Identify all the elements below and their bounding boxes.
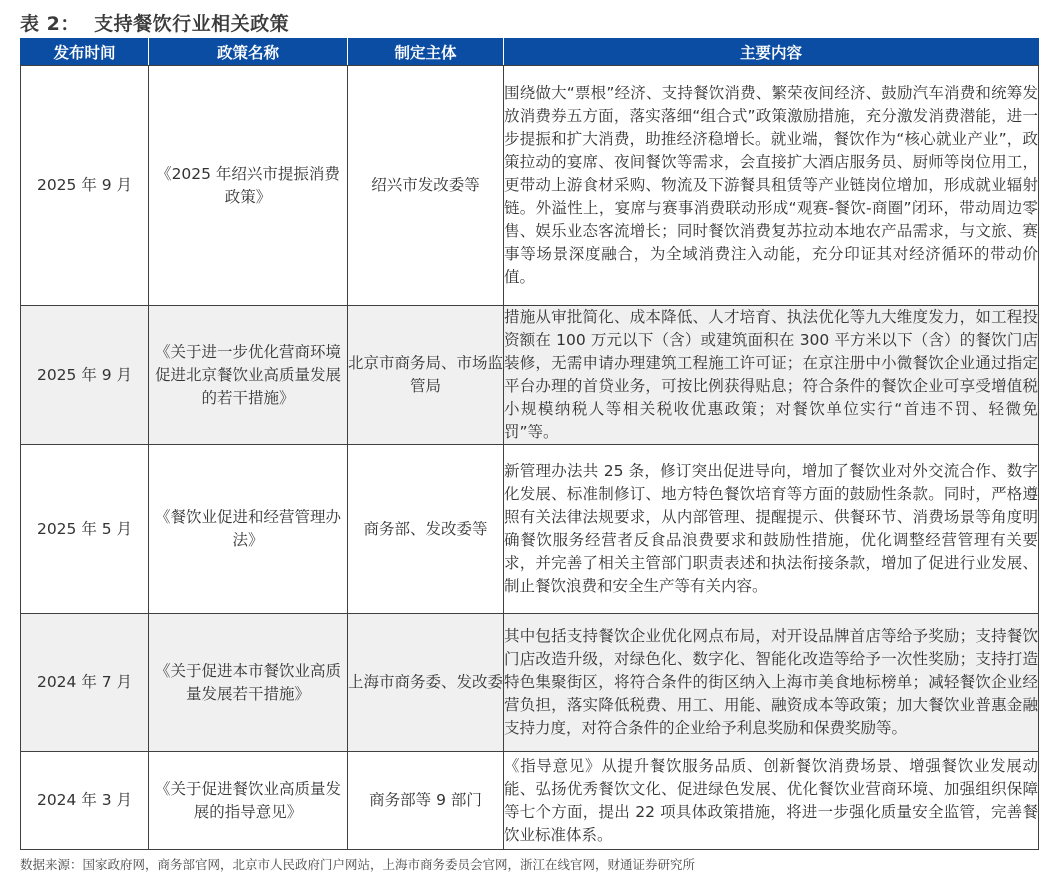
cell-issuer: 北京市商务局、市场监管局	[348, 306, 504, 445]
cell-date: 2025 年 9 月	[21, 306, 149, 445]
table-row	[21, 306, 1039, 445]
column-header-date: 发布时间	[21, 38, 149, 66]
column-header-content: 主要内容	[504, 38, 1039, 66]
column-header-issuer: 制定主体	[348, 38, 504, 66]
table-header-row	[21, 38, 1039, 66]
cell-policy-name: 《餐饮业促进和经营管理办法》	[149, 445, 348, 614]
policy-table	[20, 38, 1039, 850]
table-row	[21, 66, 1039, 306]
cell-policy-name: 《关于促进本市餐饮业高质量发展若干措施》	[149, 614, 348, 752]
table-row	[21, 752, 1039, 850]
cell-date: 2024 年 3 月	[21, 752, 149, 850]
cell-date: 2024 年 7 月	[21, 614, 149, 752]
table-row	[21, 614, 1039, 752]
cell-content: 新管理办法共 25 条，修订突出促进导向，增加了餐饮业对外交流合作、数字化发展、标准制修订、地方特色餐饮培育等方面的鼓励性条款。同时，严格遵照有关法律法规要求，从内部管理、提醒提示、供餐环节、消费场景等角度明确餐饮服务经营者反食品浪费要求和鼓励性措施，优化调整经营管理有关要求，并完善了相关主管部门职责表述和执法衔接条款，增加了促进行业发展、制止餐饮浪费和安全生产等有关内容。	[504, 445, 1039, 614]
cell-content: 其中包括支持餐饮企业优化网点布局，对开设品牌首店等给予奖励；支持餐饮门店改造升级，对绿色化、数字化、智能化改造等给予一次性奖励；支持打造特色集聚街区，将符合条件的街区纳入上海市美食地标榜单；减轻餐饮企业经营负担，落实降低税费、用工、用能、融资成本等政策；加大餐饮业普惠金融支持力度，对符合条件的企业给予利息奖励和保费奖励等。	[504, 614, 1039, 752]
cell-issuer: 上海市商务委、发改委	[348, 614, 504, 752]
cell-policy-name: 《关于进一步优化营商环境促进北京餐饮业高质量发展的若干措施》	[149, 306, 348, 445]
cell-date: 2025 年 9 月	[21, 66, 149, 306]
cell-issuer: 商务部等 9 部门	[348, 752, 504, 850]
table-row	[21, 445, 1039, 614]
cell-content: 围绕做大“票根”经济、支持餐饮消费、繁荣夜间经济、鼓励汽车消费和统筹发放消费券五方面，落实落细“组合式”政策激励措施，充分激发消费潜能，进一步提振和扩大消费，助推经济稳增长。就业端，餐饮作为“核心就业产业”，政策拉动的宴席、夜间餐饮等需求，会直接扩大酒店服务员、厨师等岗位用工，更带动上游食材采购、物流及下游餐具租赁等产业链岗位增加，形成就业辐射链。外溢性上，宴席与赛事消费联动形成“观赛-餐饮-商圈”闭环，带动周边零售、娱乐业态客流增长；同时餐饮消费复苏拉动本地农产品需求，与文旅、赛事等场景深度融合，为全域消费注入动能，充分印证其对经济循环的带动价值。	[504, 66, 1039, 306]
cell-issuer: 绍兴市发改委等	[348, 66, 504, 306]
data-source-note: 数据来源：国家政府网，商务部官网，北京市人民政府门户网站，上海市商务委员会官网，浙江在线官网，财通证券研究所	[20, 857, 696, 872]
table-title: 表 2： 支持餐饮行业相关政策	[20, 13, 290, 35]
cell-date: 2025 年 5 月	[21, 445, 149, 614]
column-header-policy-name: 政策名称	[149, 38, 348, 66]
cell-issuer: 商务部、发改委等	[348, 445, 504, 614]
cell-content: 措施从审批简化、成本降低、人才培育、执法优化等九大维度发力，如工程投资额在 100 万元以下（含）或建筑面积在 300 平方米以下（含）的餐饮门店装修，无需申请办理建筑工程施工许可证；在京注册中小微餐饮企业通过指定平台办理的首贷业务，可按比例获得贴息；符合条件的餐饮企业可享受增值税小规模纳税人等相关税收优惠政策；对餐饮单位实行“首违不罚、轻微免罚”等。	[504, 306, 1039, 445]
cell-content: 《指导意见》从提升餐饮服务品质、创新餐饮消费场景、增强餐饮业发展动能、弘扬优秀餐饮文化、促进绿色发展、优化餐饮业营商环境、加强组织保障等七个方面，提出 22 项具体政策措施，将进一步强化质量安全监管，完善餐饮业标准体系。	[504, 752, 1039, 850]
cell-policy-name: 《2025 年绍兴市提振消费政策》	[149, 66, 348, 306]
cell-policy-name: 《关于促进餐饮业高质量发展的指导意见》	[149, 752, 348, 850]
